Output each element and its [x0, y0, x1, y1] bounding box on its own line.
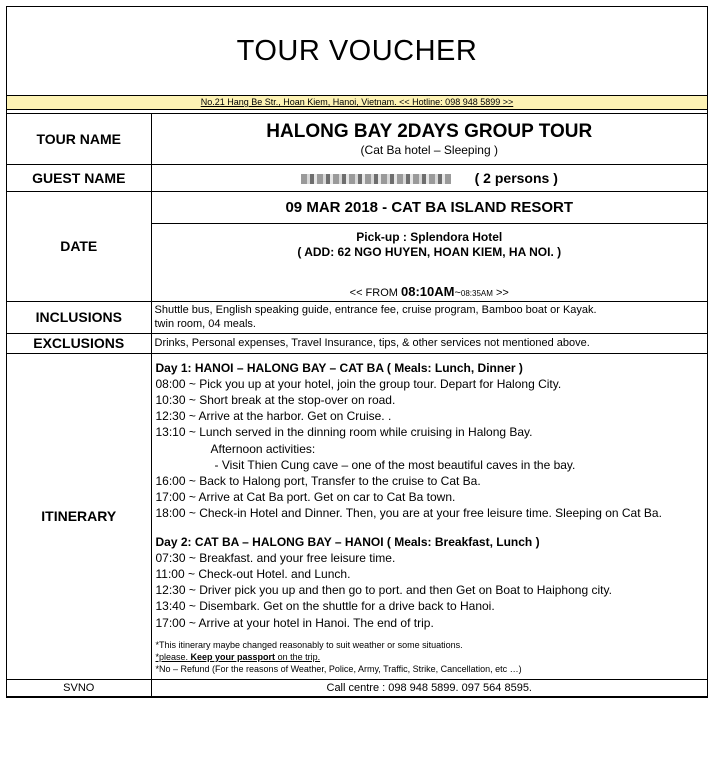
itinerary-label: ITINERARY	[7, 353, 151, 679]
pickup-time	[152, 260, 708, 301]
voucher-title: TOUR VOUCHER	[7, 7, 707, 96]
redacted-guest-name	[301, 174, 451, 184]
tour-voucher	[6, 6, 708, 698]
day-1-item: 12:30 ~ Arrive at the harbor. Get on Cruise. .	[155, 409, 392, 424]
day-1-item: 08:00 ~ Pick you up at your hotel, join the group tour. Depart for Halong City.	[155, 376, 562, 391]
exclusions-text: Drinks, Personal expenses, Travel Insurance, tips, & other services not mentioned above.	[151, 333, 707, 353]
date-row	[7, 191, 707, 301]
tour-subtitle: (Cat Ba hotel – Sleeping )	[360, 143, 498, 158]
exclusions-row	[7, 333, 707, 353]
from-alt-time: 08:35AM	[460, 288, 493, 298]
svno-label: SVNO	[7, 679, 151, 696]
guest-name-label: GUEST NAME	[7, 164, 151, 191]
guest-name-cell	[151, 164, 707, 191]
day-1-item: 13:10 ~ Lunch served in the dinning room while cruising in Halong Bay.	[155, 425, 533, 440]
from-time: 08:10AM	[401, 283, 455, 299]
tour-name: HALONG BAY 2DAYS GROUP TOUR	[266, 121, 593, 143]
refund-note: *No – Refund (For the reasons of Weather, Police, Army, Traffic, Strike, Cancellation, etc …)	[155, 663, 522, 674]
day-2-item: 17:00 ~ Arrive at your hotel in Hanoi. The end of trip.	[155, 615, 434, 630]
from-suffix: >>	[492, 286, 509, 299]
day-2-item: 07:30 ~ Breakfast. and your free leisure time.	[155, 550, 396, 565]
date-label: DATE	[7, 191, 151, 301]
day-1-item: 18:00 ~ Check-in Hotel and Dinner. Then, you are at your free leisure time. Sleeping on Cat Ba.	[155, 506, 662, 521]
inclusions-cell	[151, 301, 707, 333]
address-strip	[7, 96, 707, 110]
itinerary-cell	[151, 353, 707, 679]
address-hotline: No.21 Hang Be Str., Hoan Kiem, Hanoi, Vietnam. << Hotline: 098 948 5899 >>	[200, 97, 514, 107]
day-1-item: 16:00 ~ Back to Halong port, Transfer to the cruise to Cat Ba.	[155, 473, 481, 488]
tour-date: 09 MAR 2018 - CAT BA ISLAND RESORT	[152, 192, 708, 224]
itinerary-note: *This itinerary maybe changed reasonably to suit weather or some situations.	[155, 639, 463, 650]
voucher-table	[7, 114, 707, 697]
guest-name-row	[7, 164, 707, 191]
from-prefix: << FROM	[349, 286, 401, 299]
day-1-title: Day 1: HANOI – HALONG BAY – CAT BA ( Meals: Lunch, Dinner )	[155, 360, 523, 375]
inclusions-line-1: Shuttle bus, English speaking guide, entrance fee, cruise program, Bamboo boat or Kayak.	[154, 304, 597, 316]
day-2-title: Day 2: CAT BA – HALONG BAY – HANOI ( Meals: Breakfast, Lunch )	[155, 534, 540, 549]
spacer	[156, 631, 704, 639]
footer-row	[7, 679, 707, 696]
day-1-item: 17:00 ~ Arrive at Cat Ba port. Get on car to Cat Ba town.	[155, 490, 456, 505]
day-2-item: 13:40 ~ Disembark. Get on the shuttle for a drive back to Hanoi.	[155, 599, 495, 614]
itinerary-row	[7, 353, 707, 679]
inclusions-label: INCLUSIONS	[7, 301, 151, 333]
from-tilde: ~	[454, 286, 461, 299]
exclusions-label: EXCLUSIONS	[7, 333, 151, 353]
day-2-item: 11:00 ~ Check-out Hotel. and Lunch.	[155, 566, 351, 581]
tour-name-label: TOUR NAME	[7, 114, 151, 164]
passport-note	[156, 651, 704, 663]
day-1-item: 10:30 ~ Short break at the stop-over on road.	[155, 392, 396, 407]
spacer	[156, 522, 704, 534]
tour-name-row	[7, 114, 707, 164]
passport-note-suffix: on the trip.	[275, 651, 321, 662]
passport-note-prefix: *please.	[155, 651, 191, 662]
pickup-address: ( ADD: 62 NGO HUYEN, HOAN KIEM, HA NOI. )	[297, 244, 562, 259]
passport-note-bold: Keep your passport	[190, 651, 276, 662]
day-2-item: 12:30 ~ Driver pick you up and then go to port. and then Get on Boat to Haiphong city.	[155, 583, 612, 598]
pickup-location: Pick-up : Splendora Hotel	[356, 229, 503, 244]
afternoon-activity: - Visit Thien Cung cave – one of the most beautiful caves in the bay.	[214, 457, 576, 472]
inclusions-line-2: twin room, 04 meals.	[154, 318, 256, 330]
call-centre: Call centre : 098 948 5899. 097 564 8595.	[151, 679, 707, 696]
tour-name-cell	[151, 114, 707, 164]
afternoon-activities-label: Afternoon activities:	[210, 441, 316, 456]
inclusions-row	[7, 301, 707, 333]
guest-persons: ( 2 persons )	[474, 169, 558, 186]
date-cell	[151, 191, 707, 301]
